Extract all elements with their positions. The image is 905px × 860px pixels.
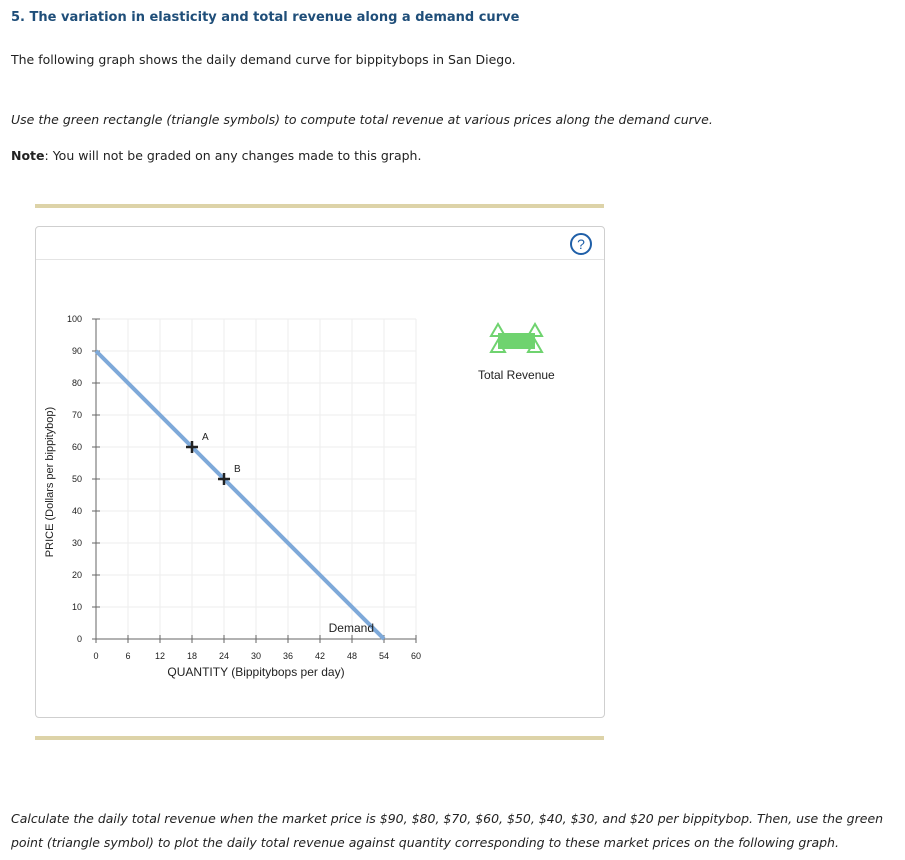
point-label: B [234,464,241,475]
total-revenue-label: Total Revenue [478,368,555,382]
demand-label: Demand [328,621,374,635]
total-revenue-tool[interactable] [491,324,542,352]
question-title: 5. The variation in elasticity and total revenue along a demand curve [11,10,520,25]
tick-labels [67,314,421,661]
series [96,351,384,639]
x-tick-label: 36 [282,651,294,661]
x-tick-label: 54 [378,651,390,661]
axes [92,319,416,643]
x-axis-label: QUANTITY (Bippitybops per day) [167,665,345,679]
point-label: A [202,432,209,443]
x-tick-label: 60 [410,651,422,661]
y-tick-label: 50 [71,474,82,484]
bottom-divider [35,736,604,740]
x-tick-label: 0 [93,651,99,661]
x-tick-label: 6 [125,651,131,661]
note-label: Note [11,148,45,163]
instruction-text: Use the green rectangle (triangle symbols) to compute total revenue at various prices along the demand curve. [11,112,713,127]
y-tick-label: 20 [71,570,82,580]
grid-lines [96,319,416,639]
x-tick-label: 42 [314,651,326,661]
y-tick-label: 10 [71,602,82,612]
x-tick-label: 12 [154,651,166,661]
help-icon: ? [577,236,585,252]
y-tick-label: 0 [76,634,82,644]
x-tick-label: 18 [186,651,198,661]
x-tick-label: 30 [250,651,262,661]
y-tick-label: 90 [71,346,82,356]
y-tick-label: 30 [71,538,82,548]
y-axis-label: PRICE (Dollars per bippitybop) [44,406,56,558]
y-tick-label: 40 [71,506,82,516]
x-tick-label: 24 [218,651,230,661]
demand-curve-line [96,351,384,639]
y-tick-label: 80 [71,378,82,388]
note-body: : You will not be graded on any changes made to this graph. [44,148,422,163]
intro-text: The following graph shows the daily demand curve for bippitybops in San Diego. [11,52,516,67]
y-tick-label: 60 [71,442,82,452]
y-tick-label: 100 [66,314,82,324]
y-tick-label: 70 [71,410,82,420]
points[interactable] [186,432,241,485]
followup-instruction: Calculate the daily total revenue when the market price is $90, $80, $70, $60, $50, $40, $30, and $20 per bippitybop. Then, use the green point (triangle symbol) to plot the daily total revenue against quantity corresponding to these market prices on the following graph. [11,811,884,850]
x-tick-label: 48 [346,651,358,661]
